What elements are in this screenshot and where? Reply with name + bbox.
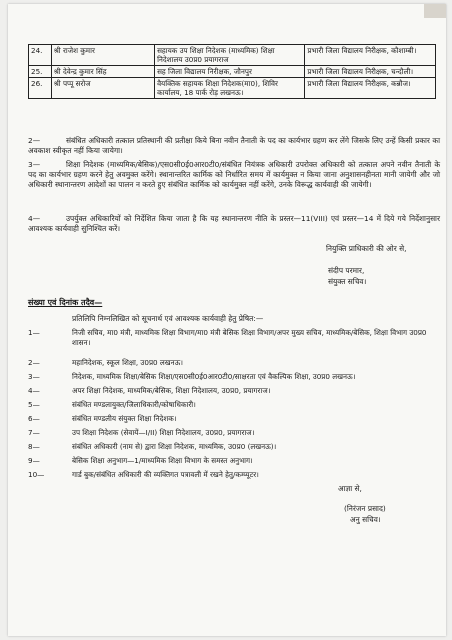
new-posting: प्रभारी जिला विद्यालय निरीक्षक, कौशाम्बी। [305,45,436,66]
order-line: आज्ञा से, [338,484,362,493]
signatory-designation: संयुक्त सचिव। [328,277,367,286]
list-item-number: 1— [28,328,40,337]
document-page [8,4,446,636]
table-row [29,66,436,78]
list-item-text: संबंधित मण्डलीय संयुक्त शिक्षा निदेशक। [72,414,177,423]
officer-name: श्री राजेश कुमार [51,45,154,66]
list-item-text: बेसिक शिक्षा अनुभाग—1/माध्यमिक शिक्षा विभाग के समस्त अनुभाग। [72,456,253,465]
list-item-text: संबंधित मण्डलायुक्त/जिलाधिकारी/कोषाधिकारी। [72,400,196,409]
signatory2-name: (निरंजन प्रसाद) [344,504,386,513]
current-post: सहायक उप शिक्षा निदेशक (माध्यमिक) शिक्षा निदेशालय उ0प्र0 प्रयागराज [155,45,305,66]
current-post: सह जिला विद्यालय निरीक्षक, जौनपुर [155,66,305,78]
paragraph-2: 2— संबंधित अधिकारी तत्काल प्रतिस्थानी की प्रतीक्षा किये बिना नवीन तैनाती के पद का कार्यभार ग्रहण कर लेंगे जिसके लिए उन्हें किसी प्रकार का अवकाश स्वीकृत नहीं किया जायेगा। [28,136,440,155]
list-item-text: उप शिक्षा निदेशक (सेवायें—I/II) शिक्षा निदेशालय, उ0प्र0, प्रयागराज। [72,428,255,437]
reference-heading: संख्या एवं दिनांक तदैव— [28,298,103,307]
list-item-number: 3— [28,372,40,381]
table-row [29,45,436,66]
row-number: 24. [29,45,52,66]
list-item-number: 4— [28,386,40,395]
new-posting: प्रभारी जिला विद्यालय निरीक्षक, कन्नौज। [305,78,436,99]
list-item-text: संबंधित अधिकारी (नाम से) द्वारा शिक्षा निदेशक, माध्यमिक, उ0प्र0 (लखनऊ)। [72,442,277,451]
list-item-number: 10— [28,470,45,479]
list-item-text: निजी सचिव, मा0 मंत्री, माध्यमिक शिक्षा विभाग/मा0 मंत्री बेसिक शिक्षा विभाग/अपर मुख्य सचिव, माध्यमिक/बेसिक, शिक्षा विभाग उ0प्र0 शासन। [72,328,427,347]
transfer-table [28,44,436,99]
row-number: 26. [29,78,52,99]
signatory-name: संदीप परमार, [328,266,365,275]
list-item-text: गार्ड बुक/संबंधित अधिकारी की व्यक्तिगत पत्रावली में रखने हेतु/कम्प्यूटर। [72,470,259,479]
list-item-number: 2— [28,358,40,367]
list-item-number: 5— [28,400,40,409]
page-corner [424,4,446,18]
new-posting: प्रभारी जिला विद्यालय निरीक्षक, चन्दौली। [305,66,436,78]
list-item-text: निदेशक, माध्यमिक शिक्षा/बेसिक शिक्षा/एस0सी0ई0आर0टी0/साक्षरता एवं वैकल्पिक शिक्षा, उ0प्र0 लखनऊ। [72,372,356,381]
list-item-number: 9— [28,456,40,465]
list-item-number: 6— [28,414,40,423]
officer-name: श्री देवेन्द्र कुमार सिंह [51,66,154,78]
signatory2-designation: अनु सचिव। [350,515,381,524]
list-item-text: महानिदेशक, स्कूल शिक्षा, उ0प्र0 लखनऊ। [72,358,183,367]
list-item-number: 8— [28,442,40,451]
paragraph-3: 3— शिक्षा निदेशक (माध्यमिक/बेसिक)/एस0सी0ई0आर0टी0/संबंधित नियंत्रक अधिकारी उपरोक्त अधिकारी को तत्काल अपने नवीन तैनाती के पद का कार्यभार ग्रहण करने हेतु अवमुक्त करेंगे। स्थानान्तरित कार्मिक को निर्धारित समय में कार्यमुक्त न किया जाना अनुशासनहीनता मानी जायेगी और जो अधिकारी स्थानान्तरण आदेशों का पालन न करते हुए संबंधित कार्मिक को कार्यमुक्त नहीं करेंगे, उनके विरूद्ध कार्यवाही की जायेगी। [28,160,440,189]
copy-intro: प्रतिलिपि निम्नलिखित को सूचनार्थ एवं आवश्यक कार्यवाही हेतु प्रेषित:— [72,314,264,323]
authority-line: नियुक्ति प्राधिकारी की ओर से, [326,244,407,253]
list-item-text: अपर शिक्षा निदेशक, माध्यमिक/बेसिक, शिक्षा निदेशालय, उ0प्र0, प्रयागराज। [72,386,271,395]
list-item-number: 7— [28,428,40,437]
officer-name: श्री पप्पू सरोज [51,78,154,99]
paragraph-4: 4— उपर्युक्त अधिकारियों को निर्देशित किया जाता है कि यह स्थानान्तरण नीति के प्रस्तर—11(VIII) एवं प्रस्तर—14 में दिये गये निर्देशानुसार आवश्यक कार्यवाही सुनिश्चित करें। [28,214,440,233]
current-post: वैयक्तिक सहायक शिक्षा निदेशक(मा0), शिविर कार्यालय, 18 पार्क रोड़ लखनऊ। [155,78,305,99]
row-number: 25. [29,66,52,78]
table-row [29,78,436,99]
